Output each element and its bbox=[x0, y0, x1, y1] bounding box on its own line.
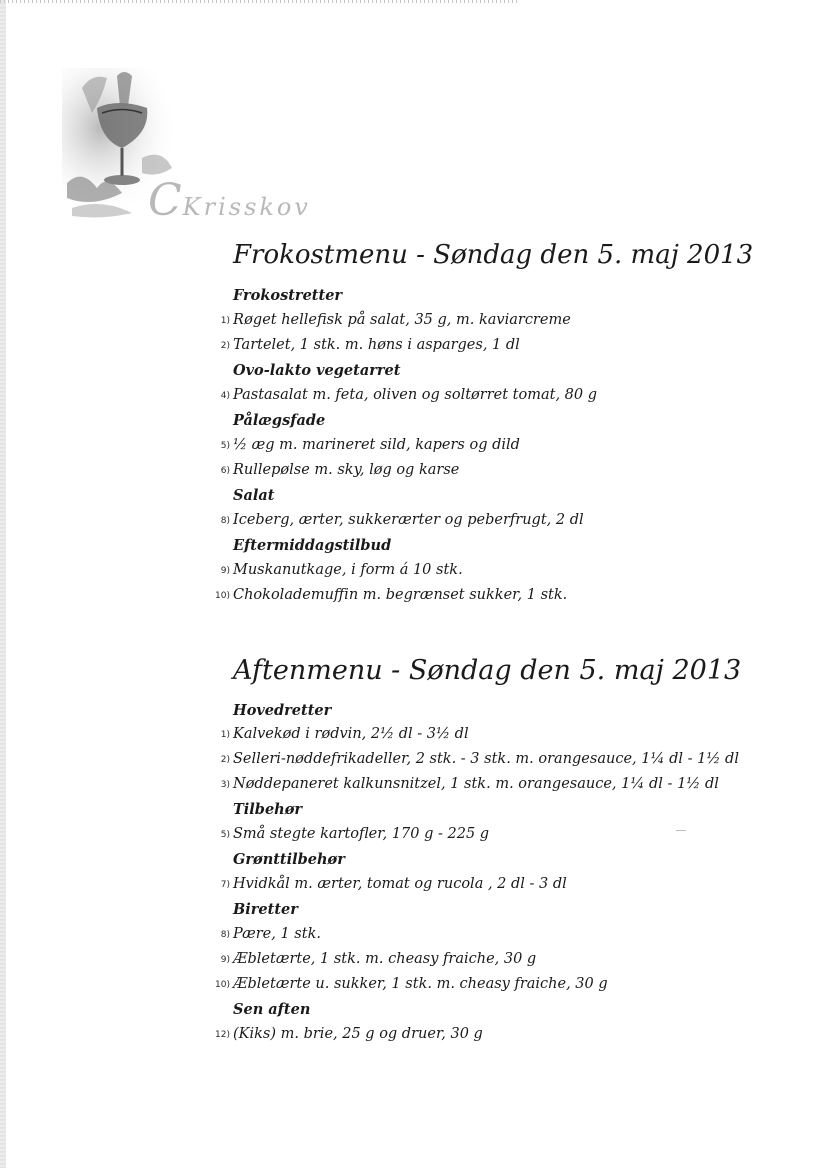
item-number: 3) bbox=[220, 780, 230, 790]
item-text: Chokolademuffin m. begrænset sukker, 1 stk. bbox=[233, 587, 568, 603]
item-number: 7) bbox=[220, 880, 230, 890]
menu-item bbox=[0, 587, 800, 611]
item-text: ½ æg m. marineret sild, kapers og dild bbox=[233, 437, 520, 453]
menu-item bbox=[0, 951, 800, 975]
item-text: Små stegte kartofler, 170 g - 225 g bbox=[233, 826, 490, 842]
item-text: Tartelet, 1 stk. m. høns i asparges, 1 dl bbox=[233, 337, 520, 353]
menu-item bbox=[0, 726, 800, 750]
item-number: 9) bbox=[220, 955, 230, 965]
item-text: Rullepølse m. sky, løg og karse bbox=[233, 462, 460, 478]
item-text: Æbletærte u. sukker, 1 stk. m. cheasy fraiche, 30 g bbox=[233, 976, 608, 992]
item-text: Kalvekød i rødvin, 2½ dl - 3½ dl bbox=[233, 726, 469, 742]
logo-wordmark: CKrisskov bbox=[148, 175, 311, 226]
item-text: Selleri-nøddefrikadeller, 2 stk. - 3 stk. m. orangesauce, 1¼ dl - 1½ dl bbox=[233, 751, 739, 767]
item-number: 8) bbox=[220, 516, 230, 526]
menu-item bbox=[0, 312, 800, 336]
menu-item bbox=[0, 776, 800, 800]
menu-item bbox=[0, 337, 800, 361]
item-number: 2) bbox=[220, 341, 230, 351]
section-heading: Biretter bbox=[233, 901, 298, 918]
menu-item bbox=[0, 976, 800, 1000]
section-heading: Salat bbox=[233, 487, 275, 504]
item-text: (Kiks) m. brie, 25 g og druer, 30 g bbox=[233, 1026, 483, 1042]
item-number: 12) bbox=[215, 1030, 230, 1040]
item-number: 8) bbox=[220, 930, 230, 940]
section-heading: Eftermiddagstilbud bbox=[233, 537, 392, 554]
menu-item bbox=[0, 437, 800, 461]
menu-item bbox=[0, 462, 800, 486]
section-heading: Tilbehør bbox=[233, 801, 303, 818]
item-number: 1) bbox=[220, 316, 230, 326]
lunch-menu-title: Frokostmenu - Søndag den 5. maj 2013 bbox=[233, 240, 754, 270]
item-text: Hvidkål m. ærter, tomat og rucola , 2 dl - 3 dl bbox=[233, 876, 567, 892]
section-heading: Frokostretter bbox=[233, 287, 343, 304]
item-number: 4) bbox=[220, 391, 230, 401]
section-heading: Sen aften bbox=[233, 1001, 311, 1018]
item-number: 5) bbox=[220, 830, 230, 840]
section-heading: Hovedretter bbox=[233, 702, 332, 719]
scan-dots bbox=[0, 0, 520, 3]
item-number: 6) bbox=[220, 466, 230, 476]
item-text: Muskanutkage, i form á 10 stk. bbox=[233, 562, 463, 578]
dinner-menu-title: Aftenmenu - Søndag den 5. maj 2013 bbox=[233, 655, 742, 686]
item-text: Røget hellefisk på salat, 35 g, m. kaviarcreme bbox=[233, 312, 571, 328]
item-number: 2) bbox=[220, 755, 230, 765]
menu-item bbox=[0, 387, 800, 411]
menu-item bbox=[0, 562, 800, 586]
menu-item bbox=[0, 751, 800, 775]
item-number: 5) bbox=[220, 441, 230, 451]
item-number: 10) bbox=[215, 980, 230, 990]
menu-item bbox=[0, 876, 800, 900]
item-text: Nøddepaneret kalkunsnitzel, 1 stk. m. orangesauce, 1¼ dl - 1½ dl bbox=[233, 776, 719, 792]
section-heading: Ovo-lakto vegetarret bbox=[233, 362, 401, 379]
section-heading: Pålægsfade bbox=[233, 412, 326, 429]
menu-item bbox=[0, 512, 800, 536]
item-text: Iceberg, ærter, sukkerærter og peberfrugt, 2 dl bbox=[233, 512, 584, 528]
item-text: Pære, 1 stk. bbox=[233, 926, 321, 942]
menu-item bbox=[0, 926, 800, 950]
item-number: 9) bbox=[220, 566, 230, 576]
menu-item bbox=[0, 1026, 800, 1050]
item-number: 10) bbox=[215, 591, 230, 601]
scan-mark bbox=[676, 830, 686, 831]
section-heading: Grønttilbehør bbox=[233, 851, 345, 868]
item-text: Pastasalat m. feta, oliven og soltørret tomat, 80 g bbox=[233, 387, 598, 403]
item-number: 1) bbox=[220, 730, 230, 740]
item-text: Æbletærte, 1 stk. m. cheasy fraiche, 30 g bbox=[233, 951, 537, 967]
